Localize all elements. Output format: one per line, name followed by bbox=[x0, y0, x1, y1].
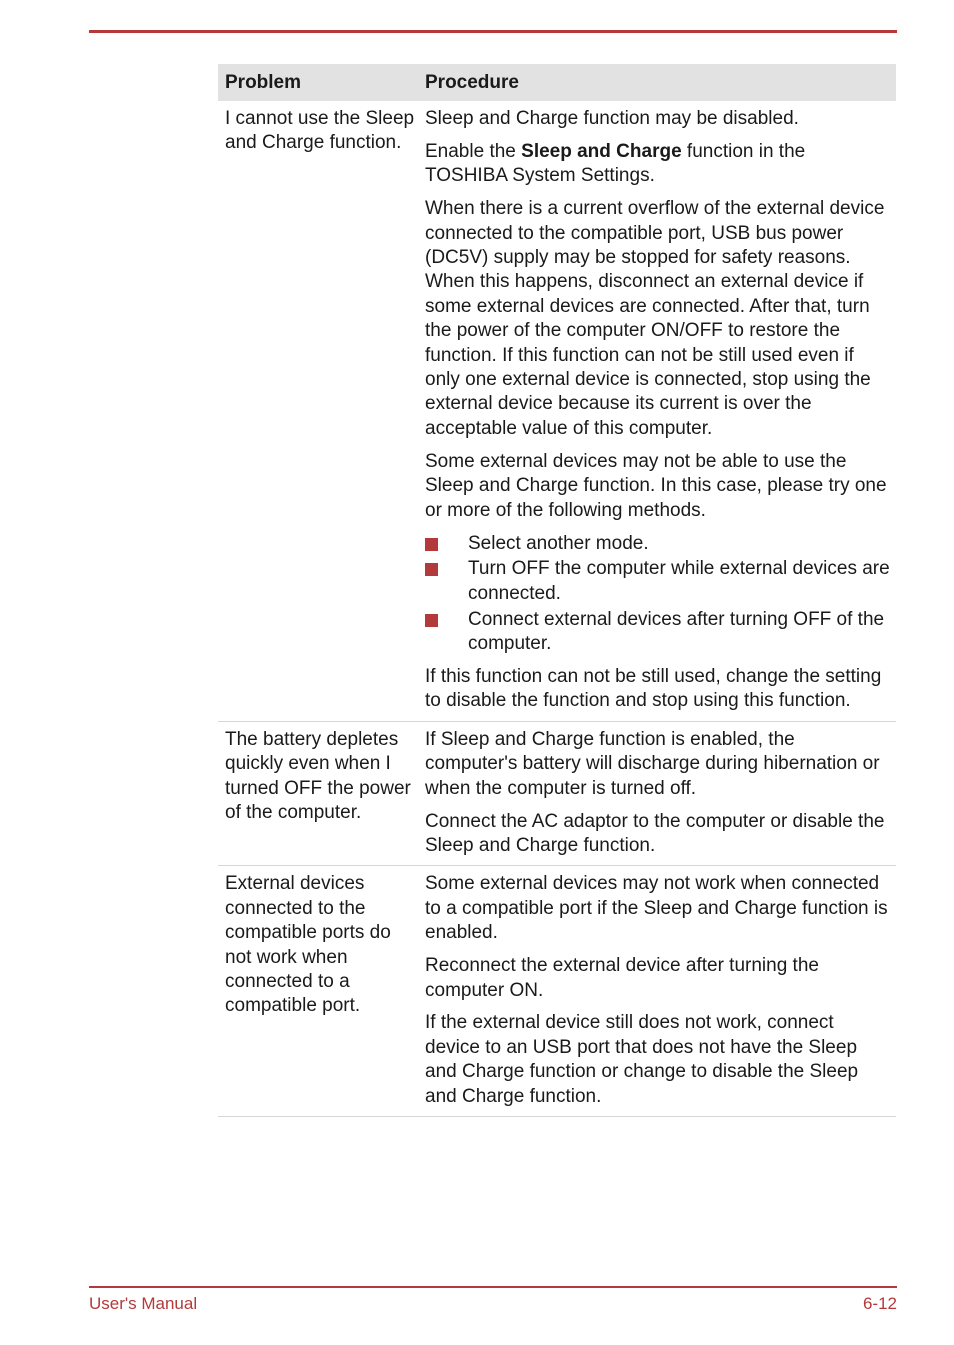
square-bullet-icon bbox=[425, 614, 438, 627]
table-row bbox=[218, 101, 896, 722]
header-problem: Problem bbox=[225, 71, 302, 93]
procedure-paragraph: Some external devices may not be able to use the Sleep and Charge function. In this case, please try one or more of the following methods. bbox=[425, 450, 887, 521]
text-span: function in the TOSHIBA System Settings. bbox=[425, 140, 806, 187]
list-item bbox=[425, 532, 890, 556]
square-bullet-icon bbox=[425, 538, 438, 551]
list-item-text: Turn OFF the computer while external devices are connected. bbox=[468, 558, 890, 604]
troubleshooting-table bbox=[218, 64, 896, 1117]
procedure-paragraph: Connect the AC adaptor to the computer or disable the Sleep and Charge function. bbox=[425, 810, 885, 856]
table-row bbox=[218, 722, 896, 867]
procedure-cell bbox=[422, 728, 896, 859]
footer-manual-title: User's Manual bbox=[89, 1294, 198, 1313]
procedure-paragraph: If Sleep and Charge function is enabled, the computer's battery will discharge during hibernation or when the computer is turned off. bbox=[425, 728, 880, 799]
procedure-cell bbox=[422, 107, 896, 714]
procedure-paragraph: If this function can not be still used, change the setting to disable the function and stop using this function. bbox=[425, 666, 882, 712]
procedure-paragraph: If the external device still does not work, connect device to an USB port that does not have the Sleep and Charge function or change to disable the Sleep and Charge function. bbox=[425, 1012, 859, 1107]
procedure-paragraph: Reconnect the external device after turning the computer ON. bbox=[425, 955, 819, 1001]
procedure-cell bbox=[422, 872, 896, 1109]
list-item bbox=[425, 608, 890, 657]
list-item bbox=[425, 557, 890, 606]
method-list bbox=[425, 532, 890, 657]
page-number: 6-12 bbox=[862, 1294, 897, 1313]
list-item-text: Select another mode. bbox=[468, 532, 649, 554]
table-header bbox=[218, 64, 896, 101]
problem-cell: External devices connected to the compatible ports do not work when connected to a compatible port. bbox=[225, 873, 391, 1017]
procedure-paragraph: Some external devices may not work when connected to a compatible port if the Sleep and Charge function is enabled. bbox=[425, 873, 888, 944]
procedure-paragraph bbox=[425, 140, 890, 189]
header-procedure: Procedure bbox=[425, 71, 519, 93]
bottom-rule bbox=[89, 1286, 897, 1288]
procedure-paragraph: Sleep and Charge function may be disabled. bbox=[425, 108, 799, 129]
problem-cell: The battery depletes quickly even when I turned OFF the power of the computer. bbox=[225, 728, 411, 824]
text-span: Enable the bbox=[425, 140, 522, 162]
list-item-text: Connect external devices after turning OFF of the computer. bbox=[468, 608, 885, 655]
problem-cell: I cannot use the Sleep and Charge function. bbox=[225, 108, 415, 154]
setting-name: Sleep and Charge bbox=[521, 140, 682, 162]
table-row bbox=[218, 866, 896, 1117]
square-bullet-icon bbox=[425, 563, 438, 576]
top-rule bbox=[89, 30, 897, 33]
procedure-paragraph: When there is a current overflow of the external device connected to the compatible port, USB bus power (DC5V) supply may be stopped for safety reasons. When this happens, disconnect an external device if some external devices are connected. After that, turn the power of the computer ON/OFF to restore the function. If this function can not be still used even if only one external device is connected, stop using the external device because its current is over the acceptable value of this computer. bbox=[425, 198, 885, 439]
